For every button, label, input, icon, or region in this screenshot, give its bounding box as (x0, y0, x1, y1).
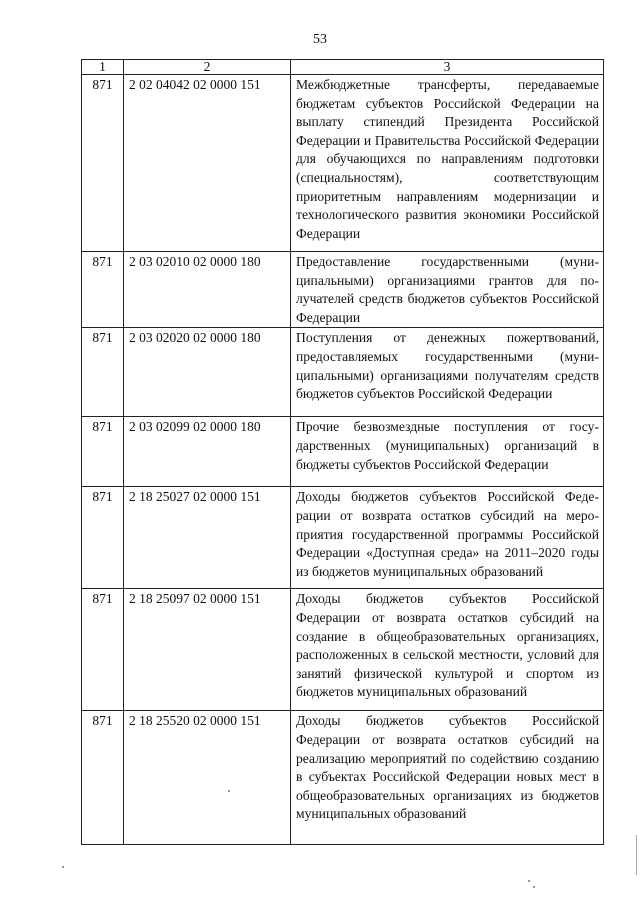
page-number: 53 (313, 32, 327, 47)
budget-classification-table (81, 59, 604, 845)
budget-code-cell: 2 03 02010 02 0000 180 (124, 252, 291, 328)
scan-speck (528, 880, 530, 882)
budget-code-cell: 2 03 02020 02 0000 180 (124, 328, 291, 417)
scan-edge-line (636, 835, 637, 875)
description-cell: Предоставление государственными (муниципальными) организациями грантов для получателей средств бюджетов субъектов Российской Федерации (291, 252, 604, 328)
admin-code-cell: 871 (82, 252, 124, 328)
scan-speck (228, 790, 230, 792)
table-row (82, 328, 604, 417)
description-cell: Доходы бюджетов субъектов Российской Федерации от возврата остатков субсидий на создание в общеобразовательных организациях, расположенных в сельской местности, условий для занятий физической культурой и спортом из бюджетов муниципальных образований (291, 589, 604, 711)
admin-code-cell: 871 (82, 487, 124, 589)
table-row (82, 589, 604, 711)
table-row (82, 487, 604, 589)
description-cell: Доходы бюджетов субъектов Российской Федерации от возврата остатков субсидий на мероприятия государственной программы Российской Федерации «Доступная среда» на 2011–2020 годы из бюджетов муниципальных образований (291, 487, 604, 589)
description-cell: Доходы бюджетов субъектов Российской Федерации от возврата остатков субсидий на реализацию мероприятий по содействию созданию в субъектах Российской Федерации новых мест в общеобразовательных организациях из бюджетов муниципальных образований (291, 711, 604, 845)
scan-speck (533, 886, 535, 888)
admin-code-cell: 871 (82, 711, 124, 845)
table-header-row (82, 60, 604, 75)
table-row (82, 75, 604, 252)
column-header-3: 3 (291, 60, 604, 75)
budget-code-cell: 2 18 25027 02 0000 151 (124, 487, 291, 589)
scan-speck (62, 866, 64, 868)
table-row (82, 417, 604, 487)
column-header-1: 1 (82, 60, 124, 75)
admin-code-cell: 871 (82, 328, 124, 417)
admin-code-cell: 871 (82, 589, 124, 711)
description-cell: Межбюджетные трансферты, передаваемые бюджетам субъектов Российской Федерации на выплату стипендий Президента Российской Федерации и Правительства Российской Федерации для обучающихся по направлениям подготовки (специальностям), соответствующим приоритетным направлениям модернизации и технологического развития экономики Российской Федерации (291, 75, 604, 252)
table-row (82, 711, 604, 845)
table-row (82, 252, 604, 328)
budget-code-cell: 2 03 02099 02 0000 180 (124, 417, 291, 487)
column-header-2: 2 (124, 60, 291, 75)
admin-code-cell: 871 (82, 75, 124, 252)
admin-code-cell: 871 (82, 417, 124, 487)
description-cell: Поступления от денежных пожертвований, предоставляемых государственными (муниципальными) организациями получателям средств бюджетов субъектов Российской Федерации (291, 328, 604, 417)
budget-code-cell: 2 02 04042 02 0000 151 (124, 75, 291, 252)
description-cell: Прочие безвозмездные поступления от государственных (муниципальных) организаций в бюджеты субъектов Российской Федерации (291, 417, 604, 487)
budget-code-cell: 2 18 25097 02 0000 151 (124, 589, 291, 711)
budget-code-cell: 2 18 25520 02 0000 151 (124, 711, 291, 845)
